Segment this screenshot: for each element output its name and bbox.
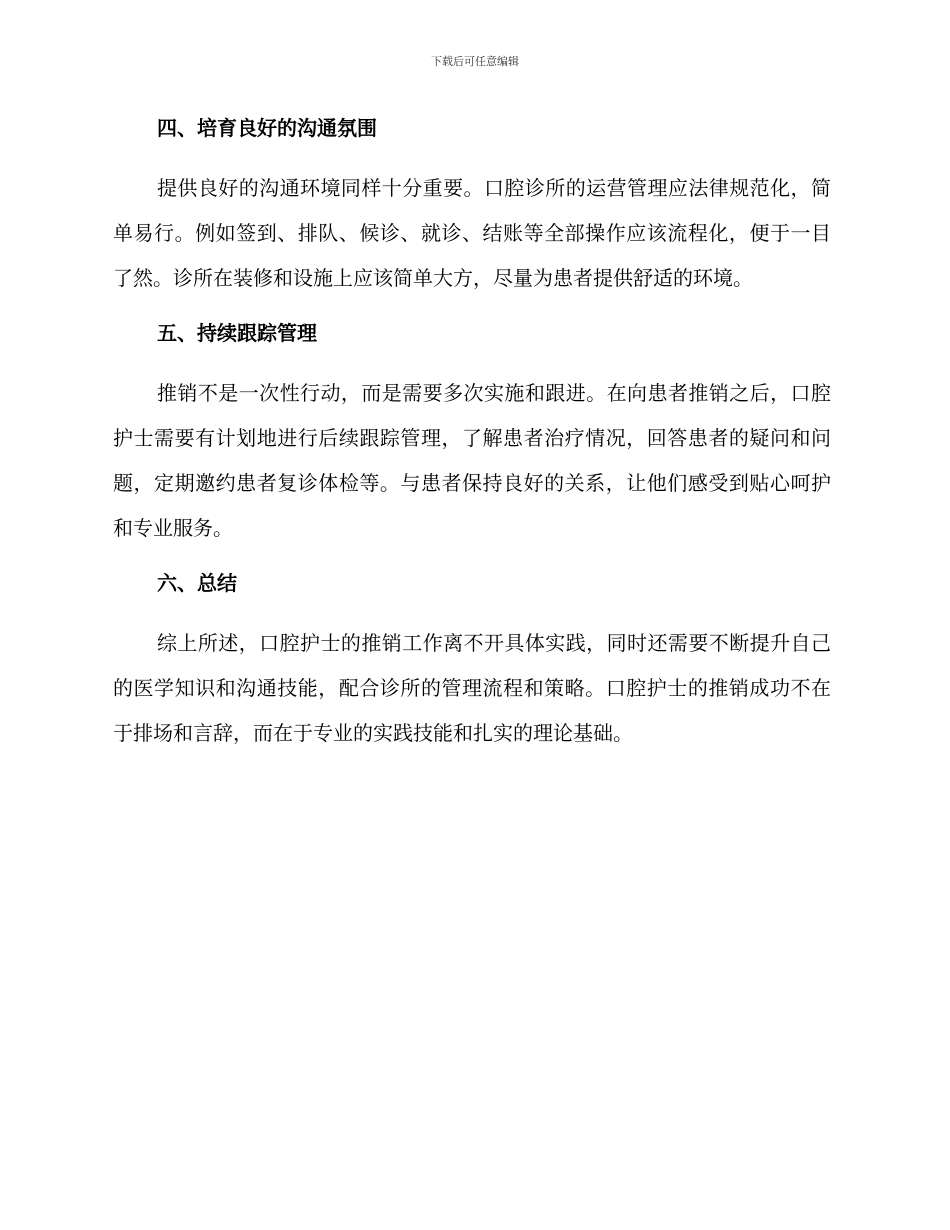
section-heading-summary: 六、总结 [157, 571, 237, 595]
section-heading-communication-atmosphere: 四、培育良好的沟通氛围 [157, 116, 377, 140]
section-heading-follow-up-management: 五、持续跟踪管理 [157, 321, 317, 345]
section-paragraph-communication-atmosphere: 提供良好的沟通环境同样十分重要。口腔诊所的运营管理应法律规范化，简单易行。例如签到、排队、候诊、就诊、结账等全部操作应该流程化，便于一目了然。诊所在装修和设施上应该简单大方，尽量为患者提供舒适的环境。 [113, 176, 831, 290]
document-body [113, 112, 831, 756]
page-header: 下载后可任意编辑 [431, 55, 519, 68]
section-paragraph-summary: 综上所述，口腔护士的推销工作离不开具体实践，同时还需要不断提升自己的医学知识和沟通技能，配合诊所的管理流程和策略。口腔护士的推销成功不在于排场和言辞，而在于专业的实践技能和扎实的理论基础。 [113, 631, 831, 745]
section-paragraph-follow-up-management: 推销不是一次性行动，而是需要多次实施和跟进。在向患者推销之后，口腔护士需要有计划地进行后续跟踪管理，了解患者治疗情况，回答患者的疑问和问题，定期邀约患者复诊体检等。与患者保持良好的关系，让他们感受到贴心呵护和专业服务。 [113, 381, 831, 540]
